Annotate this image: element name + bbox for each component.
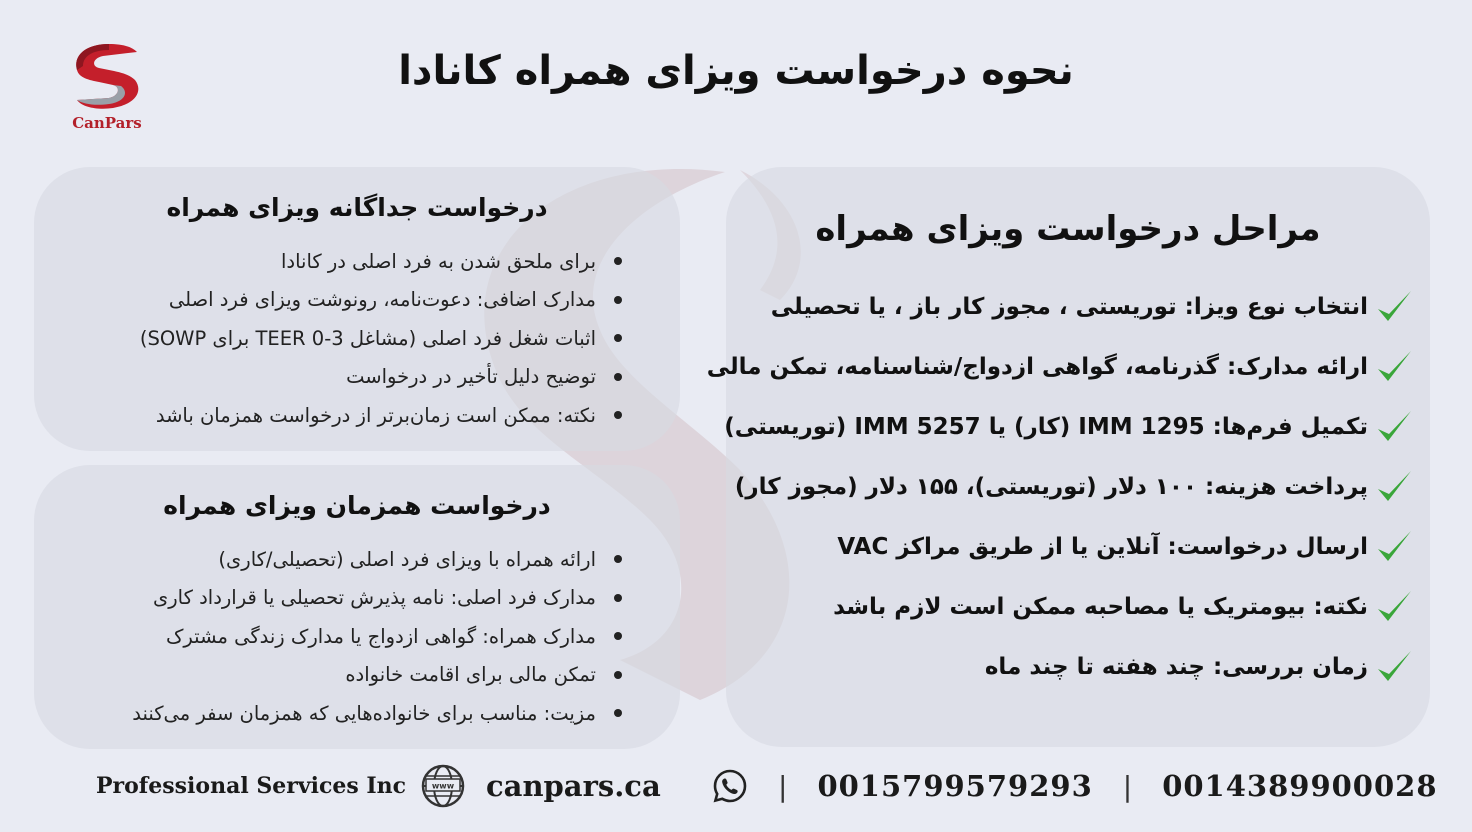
steps-card: [706, 167, 1430, 747]
list-item: [706, 337, 1414, 397]
checkmark-icon: [1374, 647, 1414, 687]
canpars-s-logo-icon: [69, 42, 145, 110]
bullet-text: مدارک اضافی: دعوت‌نامه، رونوشت ویزای فرد اصلی: [168, 288, 596, 312]
checkmark-icon: [1374, 347, 1414, 387]
list-item: [34, 694, 622, 733]
list-item: [726, 637, 1414, 697]
bullet-icon: [614, 411, 622, 419]
list-item: [34, 540, 622, 579]
bullet-text: ارائه همراه با ویزای فرد اصلی (تحصیلی/کاری): [218, 547, 596, 571]
bullet-text: مزیت: مناسب برای خانواده‌هایی که همزمان سفر می‌کنند: [132, 701, 596, 725]
separate-list: [34, 242, 680, 435]
bullet-icon: [614, 334, 622, 342]
checkmark-icon: [1374, 587, 1414, 627]
bullet-icon: [614, 296, 622, 304]
list-item: [726, 457, 1414, 517]
bullet-icon: [614, 671, 622, 679]
step-text: پرداخت هزینه: ۱۰۰ دلار (توریستی)، ۱۵۵ دلار (مجوز کار): [734, 474, 1368, 500]
list-item: [726, 577, 1414, 637]
step-text: ارائه مدارک: گذرنامه، گواهی ازدواج/شناسنامه، تمکن مالی: [706, 354, 1368, 380]
separator: |: [778, 769, 788, 803]
simultaneous-card-title: درخواست همزمان ویزای همراه: [163, 491, 551, 520]
list-item: [34, 242, 622, 281]
checkmark-icon: [1374, 287, 1414, 327]
phone-number-1[interactable]: 0015799579293: [817, 769, 1093, 803]
bullet-text: برای ملحق شدن به فرد اصلی در کانادا: [280, 249, 596, 273]
simultaneous-application-card: [34, 465, 680, 749]
list-item: [34, 617, 622, 656]
checkmark-icon: [1374, 407, 1414, 447]
canpars-logo: [64, 42, 150, 134]
steps-list: [706, 277, 1430, 697]
checkmark-icon: [1374, 467, 1414, 507]
list-item: [34, 281, 622, 320]
bullet-icon: [614, 555, 622, 563]
bullet-text: اثبات شغل فرد اصلی (مشاغل TEER 0-3 برای SOWP): [139, 326, 596, 350]
bullet-text: نکته: ممکن است زمان‌برتر از درخواست همزمان باشد: [155, 403, 596, 427]
list-item: [726, 517, 1414, 577]
bullet-text: مدارک همراه: گواهی ازدواج یا مدارک زندگی مشترک: [165, 624, 596, 648]
separator: |: [1122, 769, 1133, 803]
list-item: [726, 277, 1414, 337]
list-item: [34, 656, 622, 695]
list-item: [34, 396, 622, 435]
list-item: [34, 579, 622, 618]
step-text: زمان بررسی: چند هفته تا چند ماه: [984, 654, 1368, 680]
separate-application-card: [34, 167, 680, 451]
steps-card-title: مراحل درخواست ویزای همراه: [815, 209, 1321, 249]
globe-www-icon: [420, 763, 466, 809]
simultaneous-list: [34, 540, 680, 733]
list-item: [34, 319, 622, 358]
contact-phones: [712, 760, 1438, 812]
bullet-text: توضیح دلیل تأخیر در درخواست: [346, 365, 596, 389]
bullet-icon: [614, 709, 622, 717]
company-name: Professional Services Inc: [96, 773, 407, 799]
list-item: [726, 397, 1414, 457]
page-title: نحوه درخواست ویزای همراه کانادا: [398, 48, 1074, 94]
phone-number-2[interactable]: 0014389900028: [1162, 769, 1438, 803]
step-text: نکته: بیومتریک یا مصاحبه ممکن است لازم باشد: [833, 594, 1368, 620]
logo-text: CanPars: [72, 114, 142, 132]
step-text: تکمیل فرم‌ها: IMM 1295 (کار) یا IMM 5257 (توریستی): [724, 414, 1368, 440]
step-text: ارسال درخواست: آنلاین یا از طریق مراکز VAC: [837, 534, 1368, 560]
website-text[interactable]: canpars.ca: [486, 769, 661, 803]
svg-text:www: www: [431, 781, 455, 791]
bullet-icon: [614, 594, 622, 602]
list-item: [34, 358, 622, 397]
step-text: انتخاب نوع ویزا: توریستی ، مجوز کار باز ، یا تحصیلی: [770, 294, 1368, 320]
separate-card-title: درخواست جداگانه ویزای همراه: [166, 193, 548, 222]
bullet-text: مدارک فرد اصلی: نامه پذیرش تحصیلی یا قرارداد کاری: [153, 586, 596, 610]
bullet-icon: [614, 373, 622, 381]
bullet-icon: [614, 257, 622, 265]
bullet-icon: [614, 632, 622, 640]
whatsapp-icon[interactable]: [712, 768, 748, 804]
checkmark-icon: [1374, 527, 1414, 567]
website-link[interactable]: [420, 760, 661, 812]
bullet-text: تمکن مالی برای اقامت خانواده: [345, 663, 596, 687]
